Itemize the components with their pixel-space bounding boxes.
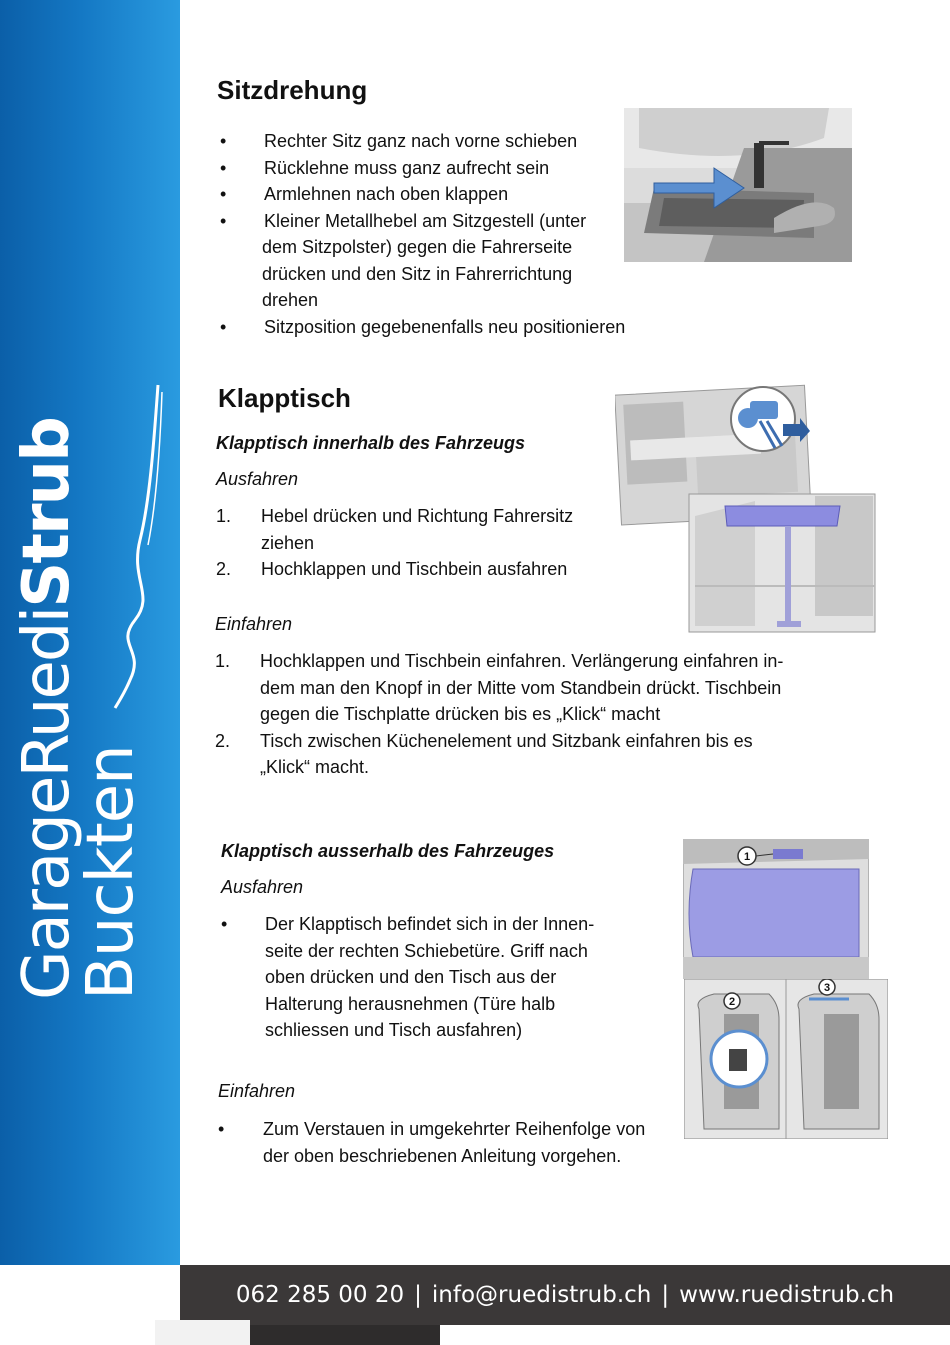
list-item: • Rechter Sitz ganz nach vorne schieben [220,131,578,151]
callout-1: 1 [743,851,751,863]
label-ausfahren-aussen: Ausfahren [221,877,304,897]
logo-word-garage: Garage [10,777,84,1000]
list-item: 2. Tisch zwischen Küchenelement und Sitzbank einfahren bis es „Klick“ macht. [215,730,753,777]
list-item: • Rücklehne muss ganz aufrecht sein [220,157,550,178]
list-item: • Sitzposition gegebenenfalls neu positionieren [220,316,626,337]
brand-logo [10,380,175,1000]
logo-swirl-icon [110,380,170,710]
einfahren-steps [215,648,835,781]
subheading-ausserhalb: Klapptisch ausserhalb des Fahrzeuges [221,841,555,861]
sitzdrehung-list [220,128,660,340]
contact-footer [180,1265,950,1325]
list-item: • Zum Verstauen in umgekehrter Reihenfolge von der oben beschriebenen Anleitung vorgehen. [218,1119,646,1166]
ausfahren-aussen-list [221,911,641,1044]
label-ausfahren: Ausfahren [216,469,299,489]
door-table-illustration [683,839,869,979]
section-title-klapptisch: Klapptisch [218,383,351,413]
subheading-innerhalb: Klapptisch innerhalb des Fahrzeugs [216,433,526,453]
logo-word-ruedi: Ruedi [10,607,84,778]
list-item: • Armlehnen nach oben klappen [220,184,509,204]
list-item: • Kleiner Metallhebel am Sitzgestell (unter dem Sitzpolster) gegen die Fahrerseite drücken und den Sitz in Fahrerrichtung drehen [220,210,587,310]
footer-email: info@ruedistrub.ch [431,1282,652,1308]
list-item: 2. Hochklappen und Tischbein ausfahren [216,559,568,579]
list-item: 1. Hebel drücken und Richtung Fahrersitz ziehen [216,506,574,553]
label-einfahren: Einfahren [215,614,293,634]
interior-table-illustration [615,376,877,634]
callout-2: 2 [728,996,736,1008]
footer-separator: | [661,1282,670,1308]
label-einfahren-aussen: Einfahren [218,1081,296,1101]
callout-3: 3 [823,982,831,994]
einfahren-aussen-list [218,1116,688,1169]
logo-word-buckten: Buckten [74,745,148,1000]
brand-sidebar [0,0,180,1265]
footer-phone: 062 285 00 20 [235,1282,405,1308]
section-title-sitzdrehung: Sitzdrehung [217,75,368,105]
footer-website: www.ruedistrub.ch [679,1282,895,1308]
logo-word-strub: Strub [10,418,84,608]
footer-strip-light [155,1320,250,1345]
list-item: • Der Klapptisch befindet sich in der Innen- seite der rechten Schiebetüre. Griff nach oben drücken und den Tisch aus der Halterung herausnehmen (Türe halb schliessen und Tisch ausfahren) [221,914,595,1040]
ausfahren-steps [216,503,616,583]
footer-separator: | [414,1282,422,1308]
holder-illustration [684,979,888,1139]
seat-lever-photo [624,108,852,262]
list-item: 1. Hochklappen und Tischbein einfahren. Verlängerung einfahren in- dem man den Knopf in der Mitte vom Standbein drückt. Tischbein gegen die Tischplatte drücken bis es „Klick“ macht [215,651,784,724]
